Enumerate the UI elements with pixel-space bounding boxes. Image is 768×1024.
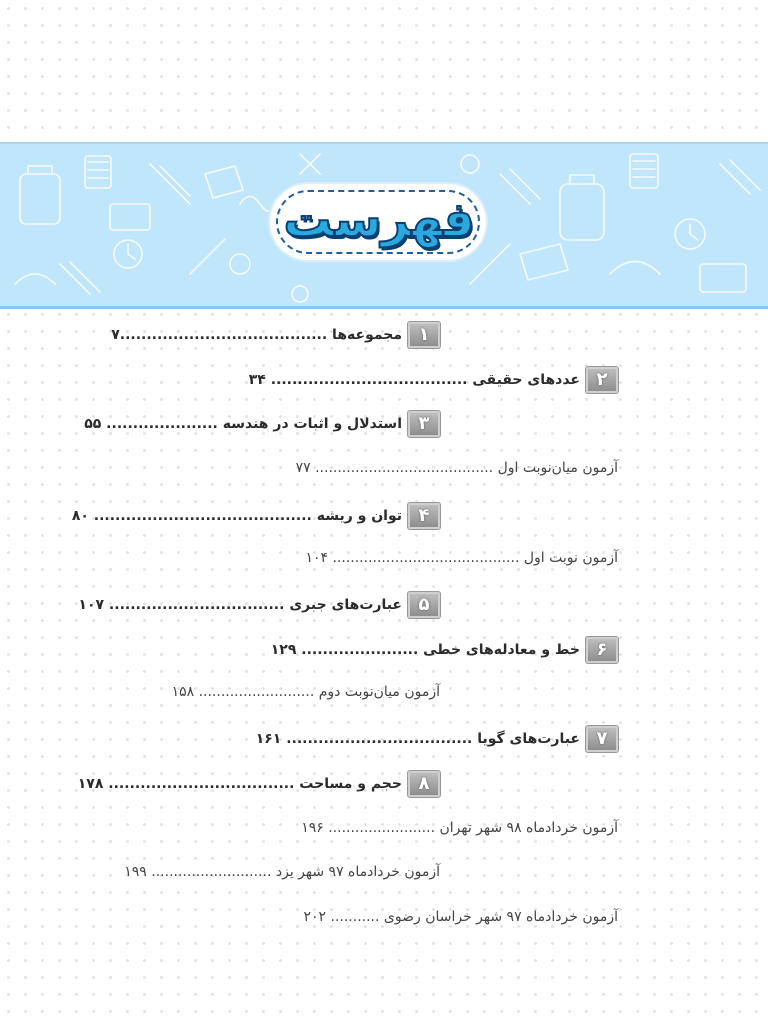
page-title: فهرست bbox=[283, 192, 475, 248]
chapter-number-badge: ۳ bbox=[408, 411, 440, 437]
exam-title: آزمون نوبت اول .......................................... ۱۰۴ bbox=[305, 550, 618, 566]
chapter-number-badge: ۷ bbox=[586, 726, 618, 752]
chapter-title: عددهای حقیقی ..................................... ۳۴ bbox=[248, 372, 580, 388]
toc-exam-khorasan-97[interactable] bbox=[303, 902, 618, 932]
chapter-number-badge: ۶ bbox=[586, 637, 618, 663]
toc-chapter-1[interactable] bbox=[111, 320, 440, 350]
chapter-number-badge: ۲ bbox=[586, 367, 618, 393]
toc-chapter-8[interactable] bbox=[78, 769, 440, 799]
chapter-title: عبارت‌های جبری ................................. ۱۰۷ bbox=[78, 597, 402, 613]
toc-chapter-3[interactable] bbox=[84, 409, 440, 439]
exam-title: آزمون میان‌نوبت دوم .......................... ۱۵۸ bbox=[171, 684, 440, 700]
toc-exam-yazd-97[interactable] bbox=[124, 857, 440, 887]
chapter-number-badge: ۸ bbox=[408, 771, 440, 797]
toc-exam-term-1[interactable] bbox=[305, 543, 618, 573]
toc-chapter-7[interactable] bbox=[256, 724, 618, 754]
toc-chapter-2[interactable] bbox=[249, 365, 618, 395]
exam-title: آزمون خردادماه ۹۷ شهر یزد ........................... ۱۹۹ bbox=[124, 864, 440, 880]
toc-exam-midterm-1[interactable] bbox=[296, 453, 618, 483]
exam-title: آزمون خردادماه ۹۸ شهر تهران ........................ ۱۹۶ bbox=[301, 820, 618, 836]
chapter-title: عبارت‌های گویا ................................... ۱۶۱ bbox=[255, 731, 580, 747]
toc-chapter-4[interactable] bbox=[72, 501, 440, 531]
toc-exam-tehran-98[interactable] bbox=[301, 813, 618, 843]
toc-chapter-5[interactable] bbox=[78, 590, 440, 620]
chapter-number-badge: ۱ bbox=[408, 322, 440, 348]
chapter-title: توان و ریشه ......................................... ۸۰ bbox=[71, 508, 402, 524]
chapter-title: حجم و مساحت ................................... ۱۷۸ bbox=[77, 776, 402, 792]
exam-title: آزمون میان‌نوبت اول ........................................ ۷۷ bbox=[295, 460, 618, 476]
chapter-number-badge: ۵ bbox=[408, 592, 440, 618]
exam-title: آزمون خردادماه ۹۷ شهر خراسان رضوی ........... ۲۰۲ bbox=[303, 909, 618, 925]
chapter-number-badge: ۴ bbox=[408, 503, 440, 529]
toc-chapter-6[interactable] bbox=[271, 635, 618, 665]
title-badge bbox=[266, 178, 492, 268]
chapter-title: مجموعه‌ها .......................................۷ bbox=[111, 327, 402, 343]
toc-exam-midterm-2[interactable] bbox=[172, 677, 440, 707]
header-banner bbox=[0, 142, 768, 309]
chapter-title: خط و معادله‌های خطی ...................... ۱۲۹ bbox=[270, 642, 580, 658]
chapter-title: استدلال و اثبات در هندسه ..................... ۵۵ bbox=[84, 416, 402, 432]
